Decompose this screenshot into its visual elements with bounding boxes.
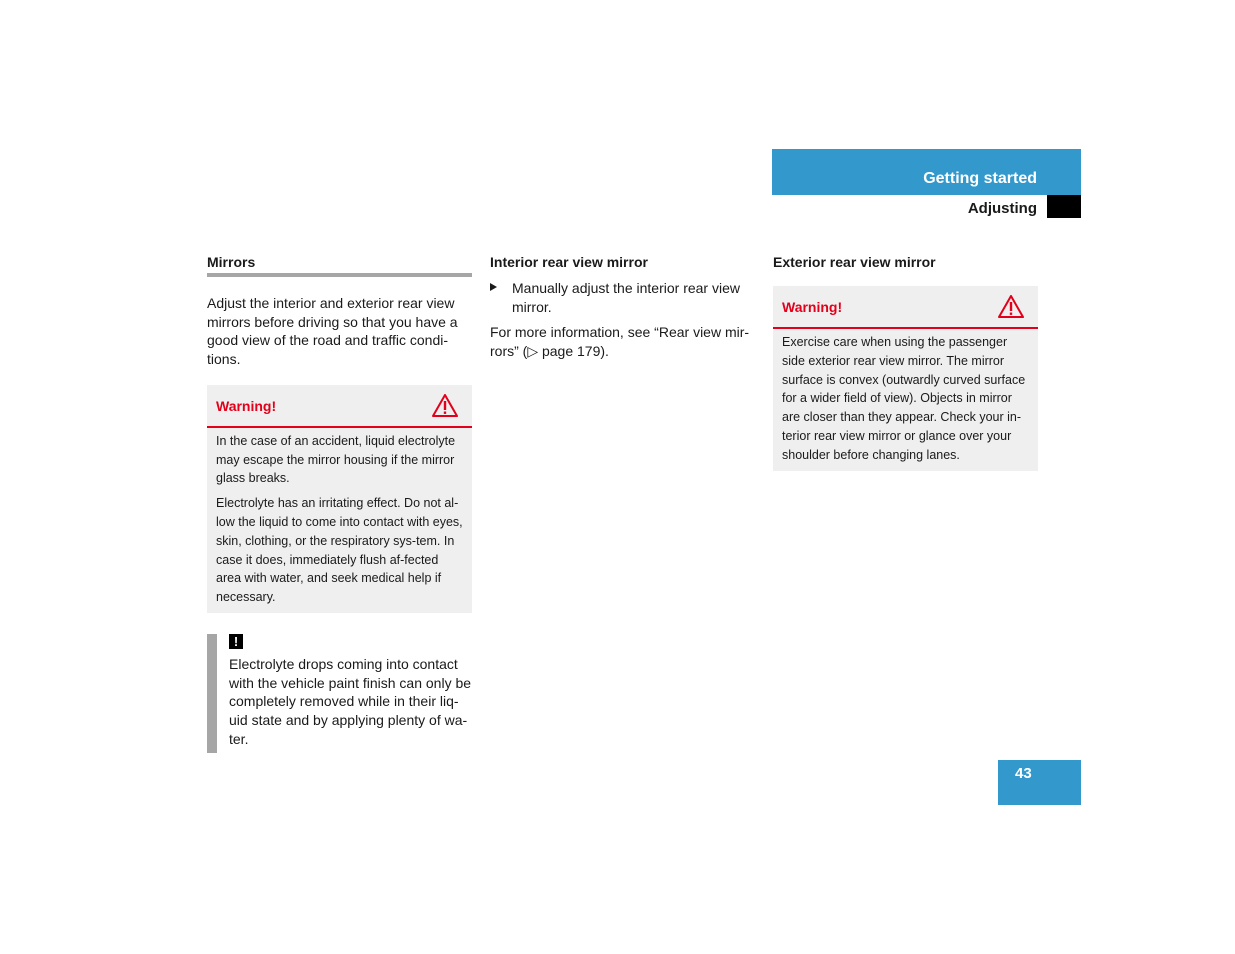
- warning-label: Warning!: [216, 397, 277, 414]
- warning-paragraph: Electrolyte has an irritating effect. Do not al-low the liquid to come into contact with eyes, skin, clothing, or the respiratory sys-tem. In case it does, immediately flush af-fected area with water, and seek medical help if necessary.: [216, 496, 463, 605]
- warning-triangle-icon: [432, 394, 458, 417]
- heading-rule: [207, 273, 472, 277]
- note-box-paint: [207, 634, 472, 753]
- warning-box-electrolyte: [207, 385, 472, 613]
- exclamation-icon: !: [229, 634, 243, 649]
- warning-paragraph: Exercise care when using the passenger side exterior rear view mirror. The mirror surface is convex (outwardly curved surface for a wider field of view). Objects in mirror are closer than they appear. Check your in-terior rear view mirror or glance over your shoulder before changing lanes.: [782, 335, 1026, 462]
- mirrors-column: [207, 254, 472, 753]
- warning-header: [207, 385, 472, 428]
- interior-heading: Interior rear view mirror: [490, 254, 648, 270]
- exterior-column: [773, 254, 1038, 471]
- page-number-box: [998, 760, 1081, 805]
- warning-body: [773, 329, 1038, 471]
- bullet-triangle-icon: [490, 283, 497, 291]
- page-number: 43: [1015, 765, 1032, 782]
- warning-body: [207, 428, 472, 613]
- warning-box-convex: [773, 286, 1038, 471]
- warning-header: [773, 286, 1038, 329]
- warning-triangle-icon: [998, 295, 1024, 318]
- note-text: Electrolyte drops coming into contact with the vehicle paint finish can only be completely removed while in their liq-uid state and by applying plenty of wa-ter.: [229, 655, 472, 747]
- interior-column: [490, 254, 755, 361]
- exterior-heading: Exterior rear view mirror: [773, 254, 936, 270]
- warning-label: Warning!: [782, 299, 843, 315]
- chapter-header-bar: [772, 149, 1081, 195]
- mirrors-heading: Mirrors: [207, 254, 256, 270]
- cross-reference: For more information, see “Rear view mir-rors” (▷ page 179).: [490, 324, 750, 360]
- chapter-title: Getting started: [923, 170, 1037, 187]
- instruction-step: [490, 279, 755, 316]
- section-marker: [1047, 195, 1081, 218]
- note-bar: [207, 634, 217, 753]
- section-title: Adjusting: [967, 200, 1037, 217]
- warning-paragraph: In the case of an accident, liquid electrolyte may escape the mirror housing if the mirror glass breaks.: [216, 433, 456, 486]
- mirrors-intro: Adjust the interior and exterior rear view mirrors before driving so that you have a good view of the road and traffic condi-tions.: [207, 295, 458, 368]
- instruction-text: Manually adjust the interior rear view mirror.: [512, 280, 740, 315]
